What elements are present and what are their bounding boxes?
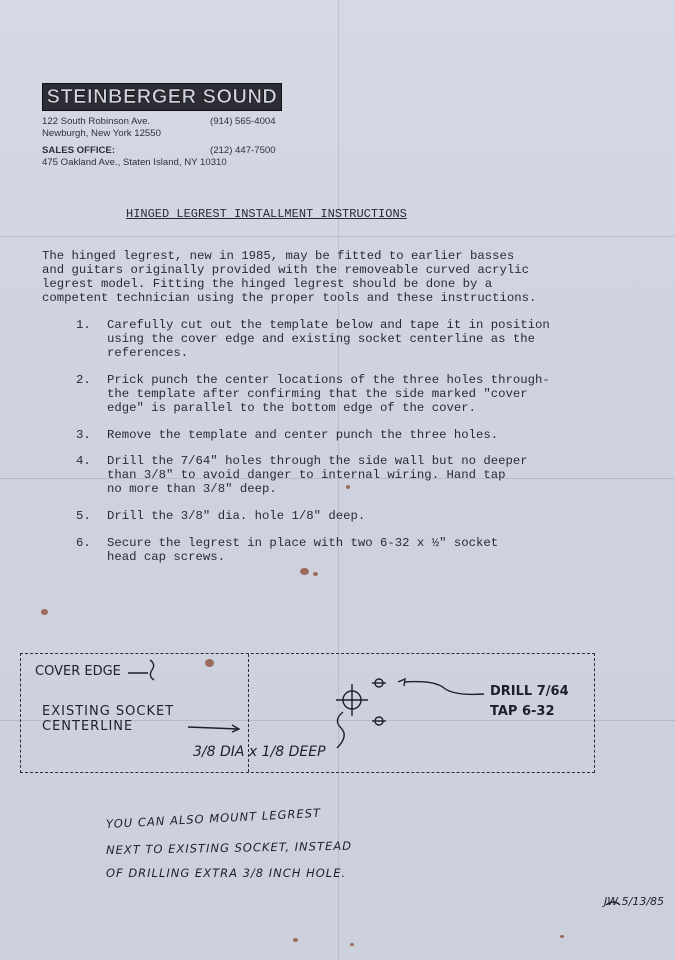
step-line: using the cover edge and existing socket centerline as the [107, 332, 536, 346]
step-line: the template after confirming that the side marked "cover [107, 387, 528, 401]
intro-line: competent technician using the proper tools and these instructions. [42, 291, 537, 305]
intro-line: The hinged legrest, new in 1985, may be fitted to earlier basses [42, 249, 515, 263]
rust-stain [41, 609, 48, 615]
centerline-arrow [188, 727, 238, 729]
intro-line: and guitars originally provided with the removeable curved acrylic [42, 263, 530, 277]
step-line: head cap screws. [107, 550, 226, 564]
existing-socket-label: EXISTING SOCKET [42, 704, 175, 719]
logo-text: STEINBERGER SOUND [46, 85, 278, 108]
dia-squiggle [337, 712, 344, 748]
cover-edge-squiggle [150, 660, 154, 680]
note-line: NEXT TO EXISTING SOCKET, INSTEAD [105, 838, 353, 857]
drill-label: DRILL 7/64 [490, 684, 569, 699]
document-title: HINGED LEGREST INSTALLMENT INSTRUCTIONS [126, 207, 407, 221]
step-line: no more than 3/8" deep. [107, 482, 277, 496]
sales-address: 475 Oakland Ave., Staten Island, NY 10310 [42, 157, 227, 168]
step-line: edge" is parallel to the bottom edge of the cover. [107, 401, 476, 415]
step-line: Remove the template and center punch the three holes. [107, 428, 499, 442]
address-line: Newburgh, New York 12550 [42, 128, 161, 139]
step-number: 4. [76, 454, 91, 468]
step-number: 6. [76, 536, 91, 550]
rust-stain [293, 938, 298, 942]
centerline-label: CENTERLINE [42, 719, 134, 734]
intro-line: legrest model. Fitting the hinged legrest should be done by a [42, 277, 493, 291]
step-line: Prick punch the center locations of the three holes through- [107, 373, 550, 387]
phone-number: (914) 565-4004 [210, 116, 276, 127]
rust-stain [346, 485, 350, 489]
step-number: 5. [76, 509, 91, 523]
sales-office-label: SALES OFFICE: [42, 145, 116, 156]
rust-stain [300, 568, 309, 575]
step-number: 1. [76, 318, 91, 332]
step-line: references. [107, 346, 189, 360]
step-line: Secure the legrest in place with two 6-32 x ½" socket [107, 536, 499, 550]
step-line: Drill the 3/8" dia. hole 1/8" deep. [107, 509, 366, 523]
step-line: than 3/8" to avoid danger to internal wiring. Hand tap [107, 468, 506, 482]
rust-stain [560, 935, 564, 938]
cover-edge-label: COVER EDGE [35, 664, 121, 679]
step-line: Carefully cut out the template below and tape it in position [107, 318, 550, 332]
note-line: YOU CAN ALSO MOUNT LEGREST [105, 805, 322, 831]
address-line: 122 South Robinson Ave. [42, 116, 151, 127]
note-line: OF DRILLING EXTRA 3/8 INCH HOLE. [106, 866, 347, 880]
rust-stain [350, 943, 354, 946]
step-number: 2. [76, 373, 91, 387]
sales-phone: (212) 447-7500 [210, 145, 276, 156]
arrowhead [398, 679, 405, 686]
dia-deep-label: 3/8 DIA x 1/8 DEEP [193, 744, 326, 760]
step-number: 3. [76, 428, 91, 442]
signature: JW 5/13/85 [604, 895, 665, 908]
tap-label: TAP 6-32 [490, 704, 555, 719]
step-line: Drill the 7/64" holes through the side wall but no deeper [107, 454, 528, 468]
rust-stain [205, 659, 214, 667]
drill-arrow [404, 682, 484, 695]
rust-stain [313, 572, 318, 576]
